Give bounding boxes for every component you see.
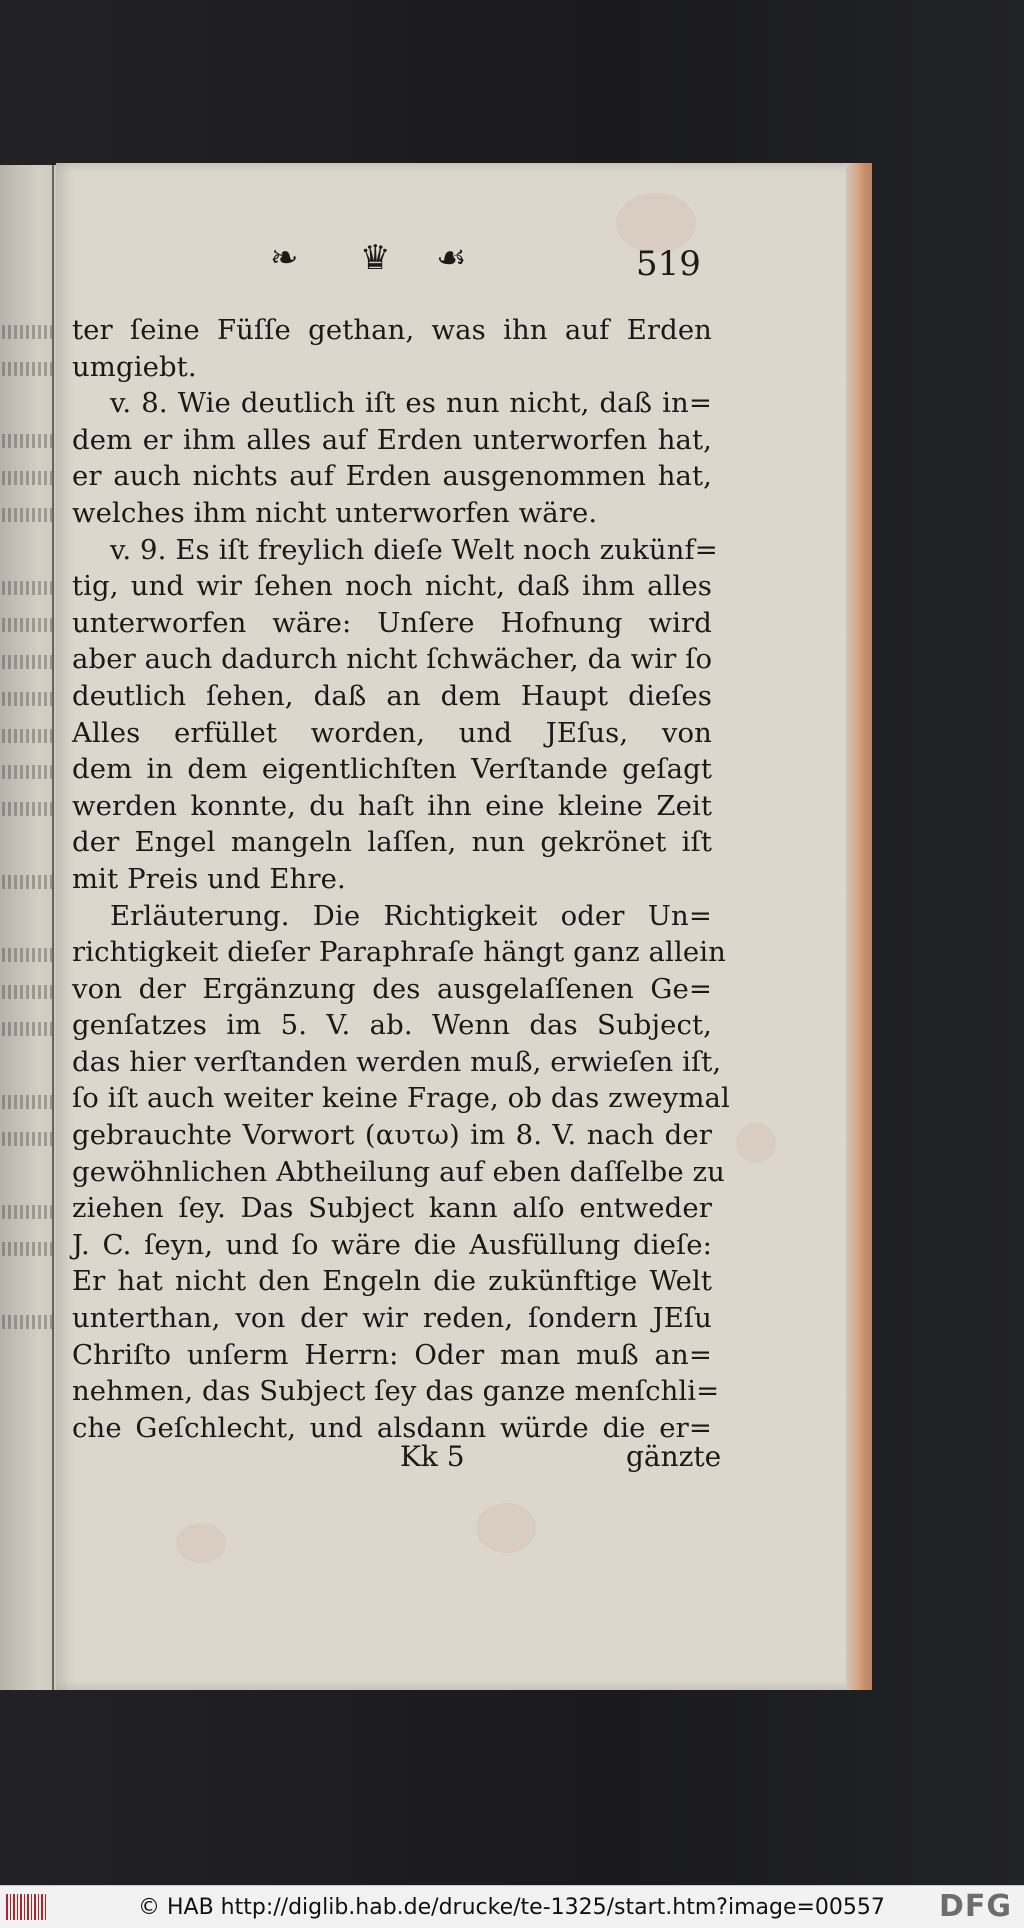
text-line: dem er ihm alles auf Erden unterworfen hat, [72, 423, 712, 456]
bleed-through-mark [2, 508, 52, 522]
bleed-through-mark [2, 325, 52, 339]
text-line: welches ihm nicht unterworfen wäre. [72, 496, 598, 529]
paper-stain [736, 1123, 776, 1163]
text-line: der Engel mangeln laſſen, nun gekrönet iſt [72, 826, 712, 859]
page-edge [846, 163, 872, 1690]
text-line: mit Preis und Ehre. [72, 862, 346, 895]
bleed-through-mark [2, 985, 52, 999]
bleed-through-mark [2, 875, 52, 889]
text-line: tig, und wir ſehen noch nicht, daß ihm alles [72, 570, 712, 603]
text-line: umgiebt. [72, 350, 197, 383]
text-line: werden konnte, du haſt ihn eine kleine Zeit [72, 789, 712, 822]
bleed-through-mark [2, 1205, 52, 1219]
text-line: Erläuterung. Die Richtigkeit oder Un= [110, 899, 712, 932]
text-line: von der Ergänzung des ausgelaſſenen Ge= [72, 972, 712, 1005]
bleed-through-mark [2, 362, 52, 376]
ornament-right-icon: ☙ [436, 238, 467, 278]
text-line: v. 9. Es iſt freylich dieſe Welt noch zukünf= [110, 533, 718, 566]
text-line: unterthan, von der wir reden, ſondern JEſu [72, 1302, 712, 1335]
bleed-through-mark [2, 655, 52, 669]
text-line: ter ſeine Füſſe gethan, was ihn auf Erden [72, 314, 712, 346]
ornament-left-icon: ❧ [270, 238, 299, 278]
bleed-through-mark [2, 692, 52, 706]
copyright-link[interactable]: © HAB http://diglib.hab.de/drucke/te-1325/start.htm?image=00557 [138, 1895, 885, 1920]
text-line: dem in dem eigentlichſten Verſtande geſagt [72, 753, 712, 786]
signature-mark: Kk 5 [400, 1440, 465, 1473]
adjacent-page-sliver [0, 165, 56, 1690]
text-line: Alles erfüllet worden, und JEſus, von [72, 716, 712, 749]
text-line: ziehen ſey. Das Subject kann alſo entweder [72, 1192, 712, 1225]
text-line: deutlich ſehen, daß an dem Haupt dieſes [72, 679, 712, 712]
dfg-logo: DFG [938, 1889, 1012, 1924]
bleed-through-mark [2, 802, 52, 816]
book-gutter [52, 165, 54, 1690]
copyright-banner [0, 1885, 1024, 1928]
bleed-through-mark [2, 729, 52, 743]
bleed-through-mark [2, 1242, 52, 1256]
bleed-through-mark [2, 618, 52, 632]
page-number: 519 [636, 244, 701, 284]
bleed-through-mark [2, 1132, 52, 1146]
ornament-crown-icon: ♛ [360, 238, 391, 278]
bleed-through-mark [2, 948, 52, 962]
text-line: genſatzes im 5. V. ab. Wenn das Subject, [72, 1009, 712, 1042]
text-line: che Geſchlecht, und alsdann würde die er= [72, 1411, 712, 1444]
text-line: J. C. ſeyn, und ſo wäre die Ausfüllung dieſe: [72, 1228, 712, 1261]
text-line: gewöhnlichen Abtheilung auf eben daſſelbe zu [72, 1155, 725, 1188]
bleed-through-mark [2, 434, 52, 448]
text-line: richtigkeit dieſer Paraphraſe hängt ganz allein [72, 936, 726, 969]
bleed-through-mark [2, 471, 52, 485]
text-line: gebrauchte Vorwort (αυτω) im 8. V. nach der [72, 1119, 712, 1152]
paper-stain [176, 1523, 226, 1563]
bleed-through-mark [2, 1315, 52, 1329]
text-line: nehmen, das Subject ſey das ganze menſchli= [72, 1375, 720, 1408]
text-line: er auch nichts auf Erden ausgenommen hat, [72, 460, 712, 493]
text-line: v. 8. Wie deutlich iſt es nun nicht, daß in= [110, 387, 712, 420]
catchword: gänzte [626, 1440, 722, 1473]
bleed-through-mark [2, 1095, 52, 1109]
text-line: Er hat nicht den Engeln die zukünftige Welt [72, 1265, 712, 1298]
text-line: aber auch dadurch nicht ſchwächer, da wir ſo [72, 643, 713, 676]
body-text [72, 312, 730, 1446]
text-line: Chriſto unſerm Herrn: Oder man muß an= [72, 1338, 712, 1371]
text-line: ſo iſt auch weiter keine Frage, ob das zweymal [72, 1082, 730, 1115]
bleed-through-mark [2, 765, 52, 779]
text-line: unterworfen wäre: Unſere Hofnung wird [72, 606, 712, 639]
bleed-through-mark [2, 1022, 52, 1036]
barcode-icon [6, 1894, 46, 1920]
paper-stain [476, 1503, 536, 1553]
bleed-through-mark [2, 581, 52, 595]
text-line: das hier verſtanden werden muß, erwieſen iſt, [72, 1045, 722, 1078]
